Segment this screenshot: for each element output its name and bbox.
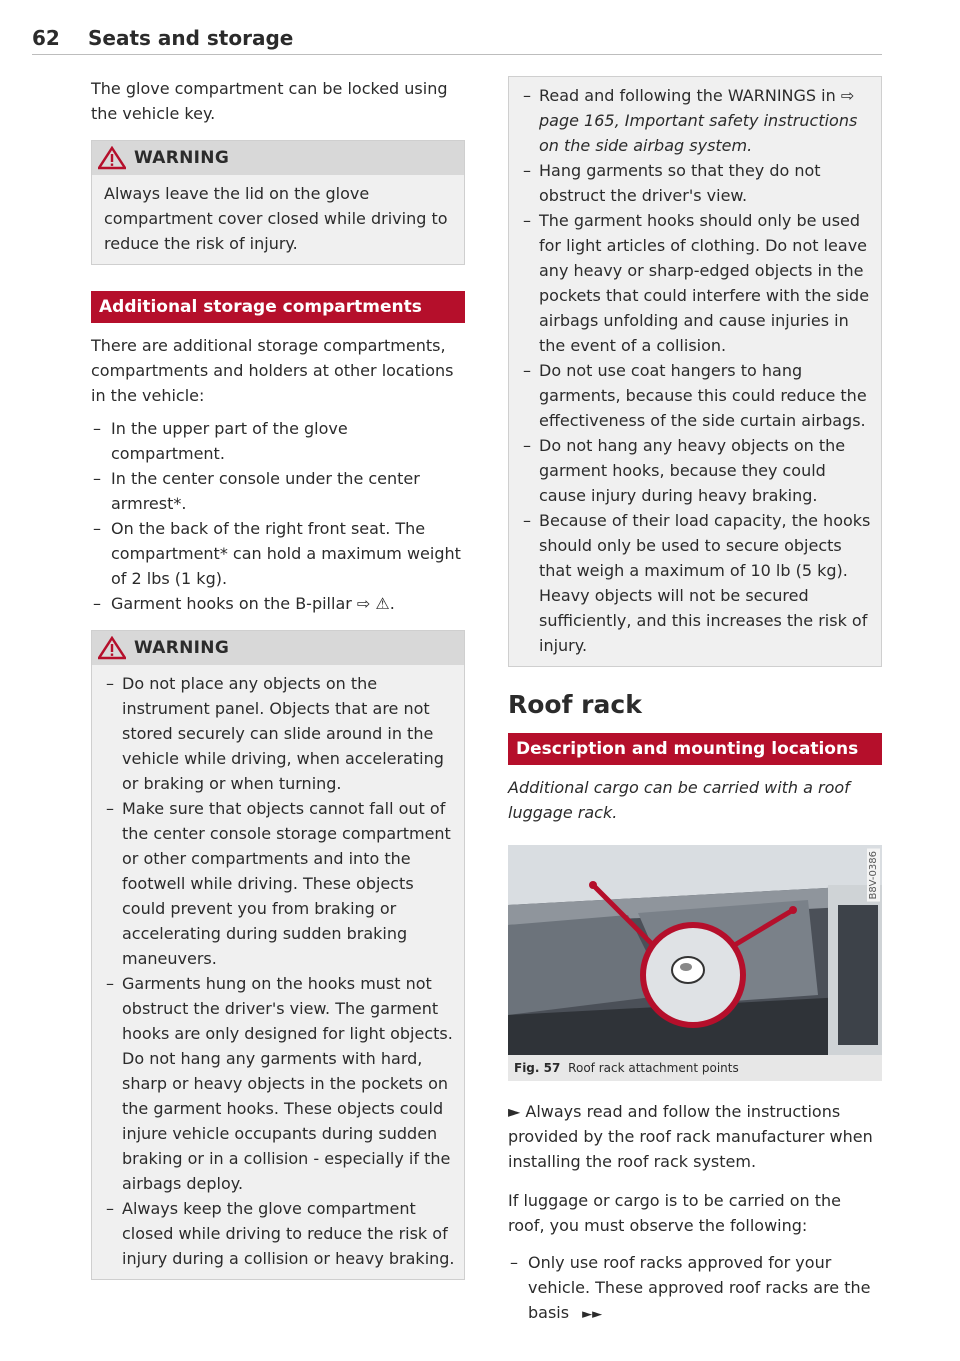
list-item: – Do not use coat hangers to hang garments, because this could reduce the effectiveness of the side curtain airbags.: [521, 358, 873, 433]
list-item: – Because of their load capacity, the hooks should only be used to secure objects that weigh a maximum of 10 lb (5 kg). Heavy objects will not be secured sufficiently, and this increases the risk of injury.: [521, 508, 873, 658]
list-item: – Do not place any objects on the instrument panel. Objects that are not stored securely can slide around in the vehicle while driving, when accelerating or braking or when turning.: [104, 671, 456, 796]
mounting-locations-heading: Description and mounting locations: [508, 733, 882, 765]
roof-rack-heading: Roof rack: [508, 690, 642, 719]
list-item: – The garment hooks should only be used for light articles of clothing. Do not leave any heavy or sharp-edged objects in the pockets that could interfere with the side airbags unfolding and cause injuries in the event of a collision.: [521, 208, 873, 358]
additional-storage-heading: Additional storage compartments: [91, 291, 465, 323]
list-item: [508, 1250, 882, 1327]
warning-body: [92, 175, 464, 264]
continue-arrow-icon: ►►: [582, 1307, 603, 1322]
list-item: [521, 83, 873, 158]
roof-intro: Additional cargo can be carried with a roof luggage rack.: [508, 778, 850, 822]
list-item: – Garment hooks on the B-pillar ⇨ ⚠.: [91, 591, 465, 616]
additional-list: [91, 416, 465, 616]
warning-box-continued: [508, 76, 882, 667]
warning-body: [509, 77, 881, 666]
item-text: Only use roof racks approved for your vehicle. These approved roof racks are the basis: [528, 1253, 871, 1322]
figure-roof-rack: [508, 845, 882, 1055]
figure-code: B8V-0386: [868, 851, 879, 900]
warning-box-glove: [91, 140, 465, 265]
list-item: – Garments hung on the hooks must not obstruct the driver's view. The garment hooks are only designed for light objects. Do not hang any garments with hard, sharp or heavy objects in the pockets on the garment hooks. These objects could injure vehicle occupants during sudden braking or in a collision - especially if the airbags deploy.: [104, 971, 456, 1196]
warning-header: [92, 631, 464, 665]
page-number: 62: [32, 26, 60, 50]
page-reference-link[interactable]: ⇨ page 165, Important safety instructions on the side airbag system.: [539, 86, 858, 155]
additional-intro: There are additional storage compartments, compartments and holders at other locations in the vehicle:: [91, 336, 454, 405]
list-item: – In the upper part of the glove compartment.: [91, 416, 465, 466]
warning-triangle-icon: [98, 146, 126, 170]
warning-list: [521, 83, 873, 658]
page-header: [32, 22, 882, 55]
list-item: – On the back of the right front seat. The compartment* can hold a maximum weight of 2 lbs (1 kg).: [91, 516, 465, 591]
warning-header: [92, 141, 464, 175]
figure-caption-text: Roof rack attachment points: [568, 1061, 739, 1075]
warning-title: WARNING: [134, 148, 230, 168]
left-column: [91, 76, 465, 1280]
warning-text: Always leave the lid on the glove compartment cover closed while driving to reduce the risk of injury.: [104, 184, 448, 253]
warning-title: WARNING: [134, 638, 230, 658]
section-title: Seats and storage: [88, 26, 294, 50]
instruction-text: ► Always read and follow the instructions provided by the roof rack manufacturer when installing the roof rack system.: [508, 1102, 873, 1171]
warning-body: [92, 665, 464, 1279]
figure-label: Fig. 57: [514, 1061, 561, 1075]
list-item: – Make sure that objects cannot fall out of the center console storage compartment or other compartments and into the footwell while driving. These objects could prevent you from braking or accelerating during sudden braking maneuvers.: [104, 796, 456, 971]
roof-rack-illustration: [508, 845, 882, 1055]
list-item: – Always keep the glove compartment closed while driving to reduce the risk of injury during a collision or heavy braking.: [104, 1196, 456, 1271]
glove-intro: The glove compartment can be locked using the vehicle key.: [91, 79, 448, 123]
list-item: – Do not hang any heavy objects on the garment hooks, because they could cause injury during heavy braking.: [521, 433, 873, 508]
figure-caption: [508, 1055, 882, 1081]
observe-text: If luggage or cargo is to be carried on the roof, you must observe the following:: [508, 1191, 841, 1235]
list-item: – In the center console under the center armrest*.: [91, 466, 465, 516]
right-column: [508, 76, 882, 1327]
warning-list: [104, 671, 456, 1271]
item-text: Read and following the WARNINGS in: [539, 86, 836, 105]
list-item: – Hang garments so that they do not obstruct the driver's view.: [521, 158, 873, 208]
warning-triangle-icon: [98, 636, 126, 660]
roof-list: [508, 1250, 882, 1327]
warning-box-objects: [91, 630, 465, 1280]
